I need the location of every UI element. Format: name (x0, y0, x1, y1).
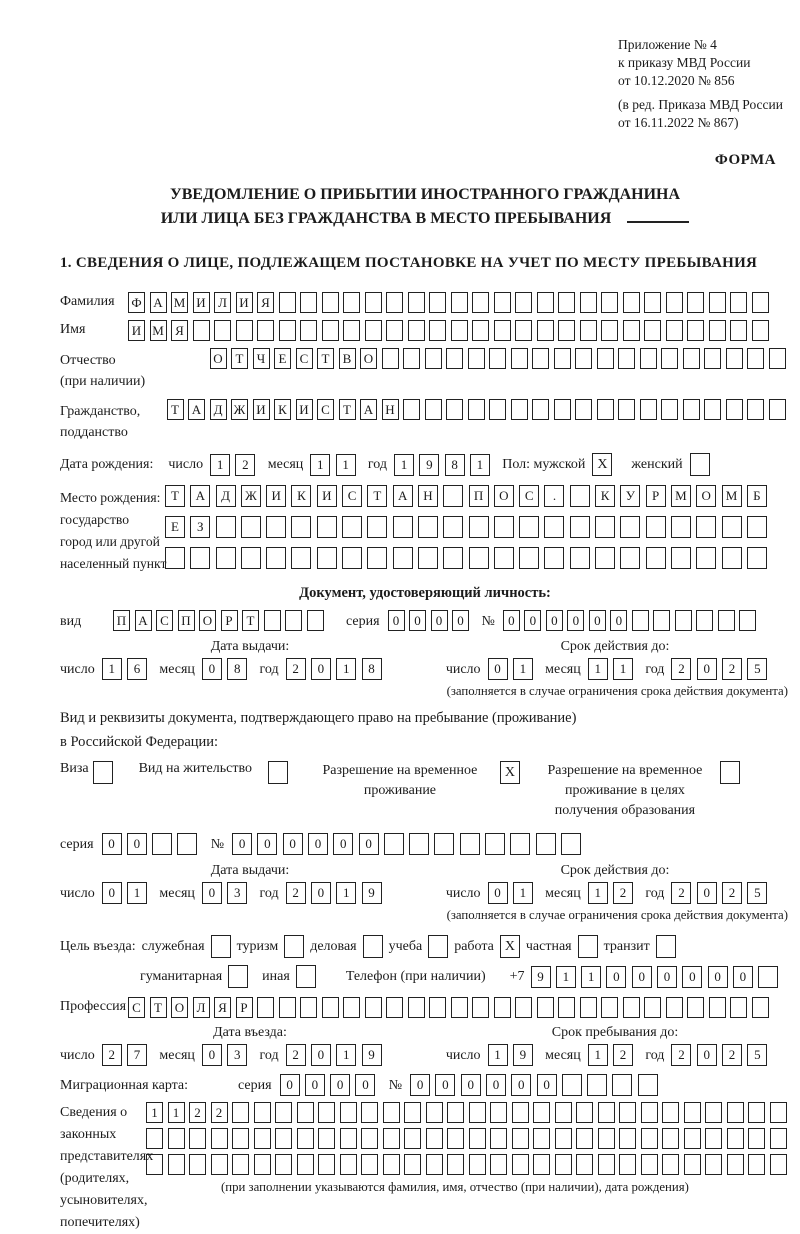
month-label: месяц (545, 886, 581, 902)
identity-issue-day-cells: 1 6 (102, 658, 153, 680)
migration-card-row (60, 1074, 790, 1096)
residence-permit-options (60, 761, 790, 821)
residence-series-cells: 0 0 (102, 833, 203, 855)
birth-place-cells-row-1: Т А Д Ж И К И С Т А Н П О С . К У Р М О М Б (165, 485, 772, 507)
birth-place-block (60, 485, 790, 578)
purpose-official-checkbox (211, 935, 231, 958)
entry-dates (60, 1025, 790, 1066)
purpose-option-label: деловая (310, 938, 357, 954)
given-name-label: Имя (60, 322, 86, 338)
residence-doc-text (60, 707, 790, 755)
visit-purpose-row-2 (140, 965, 790, 988)
identity-issue-date (60, 658, 394, 680)
legal-representatives-cells (146, 1102, 791, 1195)
identity-valid-day-cells: 0 1 (488, 658, 539, 680)
purpose-option-label: туризм (236, 938, 279, 954)
identity-doc-dates (60, 639, 790, 699)
purpose-option-label: частная (525, 938, 572, 954)
day-label: число (445, 662, 481, 678)
residence-number-cells: 0 0 0 0 0 0 (232, 833, 586, 855)
section1-heading: 1. СВЕДЕНИЯ О ЛИЦЕ, ПОДЛЕЖАЩЕМ ПОСТАНОВКЕ НА УЧЕТ ПО МЕСТУ ПРЕБЫВАНИЯ (60, 255, 758, 272)
edu-residence-permit-checkbox (720, 761, 740, 784)
citizenship-label-line-1: Гражданство, (60, 404, 141, 420)
purpose-option-label: иная (262, 968, 290, 984)
legal-reps-cells-row-2 (146, 1128, 791, 1149)
form-title (60, 183, 790, 231)
given-name-cells: И М Я (128, 320, 773, 341)
legal-representatives-note: (при заполнении указываются фамилия, имя, отчество (при наличии), дата рождения) (221, 1180, 689, 1195)
day-label: число (60, 886, 95, 902)
profession-label: Профессия (60, 999, 127, 1015)
month-label: месяц (545, 662, 581, 678)
residence-issue-month-cells: 0 3 (202, 882, 253, 904)
residence-valid-date (446, 882, 780, 904)
residence-valid-month-cells: 1 2 (588, 882, 639, 904)
appendix-line-1: Приложение № 4 (618, 37, 717, 52)
form-title-line-2-text: ИЛИ ЛИЦА БЕЗ ГРАЖДАНСТВА В МЕСТО ПРЕБЫВАНИЯ (160, 210, 612, 228)
day-label: число (60, 1048, 95, 1064)
day-label: число (60, 662, 95, 678)
appendix-line-2: к приказу МВД России (618, 55, 751, 71)
purpose-private-checkbox (578, 935, 598, 958)
patronymic-row (60, 348, 790, 392)
form-label: ФОРМА (714, 152, 776, 169)
purpose-option-label: работа (454, 938, 494, 954)
day-label: число (445, 1048, 481, 1064)
visa-label: Виза (60, 761, 89, 777)
identity-issue-year-cells: 2 0 1 8 (286, 658, 387, 680)
year-label: год (645, 886, 665, 902)
residence-issue-heading: Дата выдачи: (210, 863, 290, 879)
birth-place-label-line-1: Место рождения: (60, 490, 161, 506)
purpose-option-label: учеба (388, 938, 423, 954)
patronymic-label-line-2: (при наличии) (60, 374, 146, 390)
sex-female-checkbox (690, 453, 710, 476)
patronymic-label-line-1: Отчество (60, 353, 116, 369)
blank-underline (627, 221, 689, 223)
identity-doc-kind-cells: П А С П О Р Т (113, 610, 328, 631)
year-label: год (645, 662, 665, 678)
patronymic-cells: О Т Ч Е С Т В О (210, 348, 791, 369)
birth-day-cells: 1 2 (210, 454, 261, 476)
identity-valid-month-cells: 1 1 (588, 658, 639, 680)
month-label: месяц (545, 1048, 581, 1064)
identity-doc-heading: Документ, удостоверяющий личность: (299, 585, 551, 602)
birth-date-row (60, 453, 790, 476)
residence-valid-heading: Срок действия до: (560, 863, 670, 879)
given-name-row (60, 320, 790, 341)
purpose-work-checkbox: X (500, 935, 520, 958)
birth-place-cells (165, 485, 772, 578)
migration-card-series-cells: 0 0 0 0 (280, 1074, 381, 1096)
birth-place-label-line-2: государство (60, 512, 130, 528)
identity-doc-kind-row (60, 610, 790, 631)
visit-purpose-row-1 (60, 935, 790, 958)
entry-date (60, 1044, 394, 1066)
month-label: месяц (159, 662, 195, 678)
citizenship-label-line-2: подданство (60, 425, 128, 441)
purpose-transit-checkbox (656, 935, 676, 958)
surname-label: Фамилия (60, 294, 115, 310)
stay-until-date (446, 1044, 780, 1066)
profession-row (60, 997, 790, 1018)
identity-valid-note: (заполняется в случае ограничения срока действия документа) (446, 684, 788, 699)
purpose-business-checkbox (363, 935, 383, 958)
identity-valid-year-cells: 2 0 2 5 (671, 658, 772, 680)
residence-issue-day-cells: 0 1 (102, 882, 153, 904)
edu-residence-permit-label: Разрешение на временное проживание в целях получения образования (547, 763, 703, 819)
residence-doc-text-line-2: в Российской Федерации: (60, 734, 219, 751)
citizenship-label (60, 399, 151, 443)
birth-year-cells: 1 9 8 1 (394, 454, 495, 476)
stay-month-cells: 1 2 (588, 1044, 639, 1066)
birth-place-label-line-3: город или другой (60, 534, 160, 550)
identity-doc-number-label: № (481, 613, 495, 629)
year-label: год (645, 1048, 665, 1064)
purpose-study-checkbox (428, 935, 448, 958)
migration-card-number-label: № (388, 1078, 403, 1094)
entry-date-heading: Дата въезда: (213, 1025, 287, 1041)
sex-female-label: женский (631, 456, 683, 472)
stay-day-cells: 1 9 (488, 1044, 539, 1066)
identity-issue-month-cells: 0 8 (202, 658, 253, 680)
identity-doc-number-cells: 0 0 0 0 0 0 (503, 610, 761, 631)
temp-residence-permit-checkbox: X (500, 761, 520, 784)
residence-valid-day-cells: 0 1 (488, 882, 539, 904)
visa-checkbox (93, 761, 113, 784)
residence-issue-year-cells: 2 0 1 9 (286, 882, 387, 904)
form-title-line-1: УВЕДОМЛЕНИЕ О ПРИБЫТИИ ИНОСТРАННОГО ГРАЖДАНИНА (169, 186, 681, 204)
purpose-option-label: служебная (141, 938, 205, 954)
residence-doc-dates (60, 863, 790, 923)
birth-place-cells-row-2: Е З (165, 516, 772, 538)
migration-card-number-cells: 0 0 0 0 0 0 (410, 1074, 663, 1096)
purpose-tourism-checkbox (284, 935, 304, 958)
birth-place-label (60, 485, 165, 575)
identity-doc-series-label: серия (346, 613, 380, 629)
citizenship-cells: Т А Д Ж И К И С Т А Н (167, 399, 791, 420)
birth-month-cells: 1 1 (310, 454, 361, 476)
identity-issue-heading: Дата выдачи: (210, 639, 290, 655)
purpose-other-checkbox (296, 965, 316, 988)
stay-until-heading: Срок пребывания до: (551, 1025, 679, 1041)
purpose-option-label: транзит (603, 938, 650, 954)
identity-doc-series-cells: 0 0 0 0 (388, 610, 474, 631)
year-label: год (259, 1048, 279, 1064)
appendix-line-3: от 10.12.2020 № 856 (618, 73, 735, 89)
sex-male-label: Пол: мужской (502, 456, 586, 472)
residence-issue-date (60, 882, 394, 904)
residence-series-label: серия (60, 837, 94, 853)
visit-purpose-label: Цель въезда: (60, 938, 136, 954)
day-label: число (445, 886, 481, 902)
purpose-option-label: гуманитарная (140, 968, 223, 984)
profession-cells: С Т О Л Я Р (128, 997, 773, 1018)
phone-prefix: +7 (509, 968, 525, 984)
residence-valid-note: (заполняется в случае ограничения срока действия документа) (446, 908, 788, 923)
temp-residence-permit-label: Разрешение на временное проживание (322, 763, 478, 799)
form-title-line-2 (60, 207, 790, 231)
month-label: месяц (159, 1048, 195, 1064)
residence-doc-series-row (60, 833, 790, 855)
legal-representatives-label: Сведения о законных представителях (родителях, усыновителях, попечителях) (60, 1105, 154, 1231)
entry-year-cells: 2 0 1 9 (286, 1044, 387, 1066)
phone-cells: 9 1 1 0 0 0 0 0 0 (531, 966, 784, 988)
patronymic-label (60, 348, 187, 392)
residence-permit-checkbox (268, 761, 288, 784)
birth-year-label: год (367, 456, 388, 472)
identity-doc-kind-label: вид (60, 613, 82, 629)
purpose-humanitarian-checkbox (228, 965, 248, 988)
year-label: год (259, 886, 279, 902)
phone-label: Телефон (при наличии) (345, 968, 486, 984)
identity-valid-heading: Срок действия до: (560, 639, 670, 655)
stay-year-cells: 2 0 2 5 (671, 1044, 772, 1066)
birth-day-label: число (168, 456, 204, 472)
citizenship-row (60, 399, 790, 443)
residence-number-label: № (210, 837, 225, 853)
residence-doc-text-line-1: Вид и реквизиты документа, подтверждающего право на пребывание (проживание) (60, 710, 577, 727)
birth-place-cells-row-3 (165, 547, 772, 569)
residence-permit-label: Вид на жительство (138, 761, 252, 777)
migration-card-label: Миграционная карта: (60, 1078, 189, 1094)
residence-valid-year-cells: 2 0 2 5 (671, 882, 772, 904)
birth-month-label: месяц (267, 456, 304, 472)
legal-reps-cells-row-3 (146, 1154, 791, 1175)
identity-valid-date (446, 658, 780, 680)
entry-day-cells: 2 7 (102, 1044, 153, 1066)
birth-date-label: Дата рождения: (60, 456, 154, 472)
sex-male-checkbox: X (592, 453, 612, 476)
surname-cells: Ф А М И Л И Я (128, 292, 773, 313)
legal-representatives-block (60, 1102, 790, 1234)
year-label: год (259, 662, 279, 678)
month-label: месяц (159, 886, 195, 902)
birth-place-label-line-4: населенный пункт (60, 556, 167, 572)
entry-month-cells: 0 3 (202, 1044, 253, 1066)
legal-reps-cells-row-1: 1 1 2 2 (146, 1102, 791, 1123)
surname-row (60, 292, 790, 313)
appendix-note (618, 36, 790, 132)
revision-line-1: (в ред. Приказа МВД России (618, 97, 783, 113)
migration-card-series-label: серия (238, 1078, 272, 1094)
revision-line-2: от 16.11.2022 № 867) (618, 115, 739, 131)
